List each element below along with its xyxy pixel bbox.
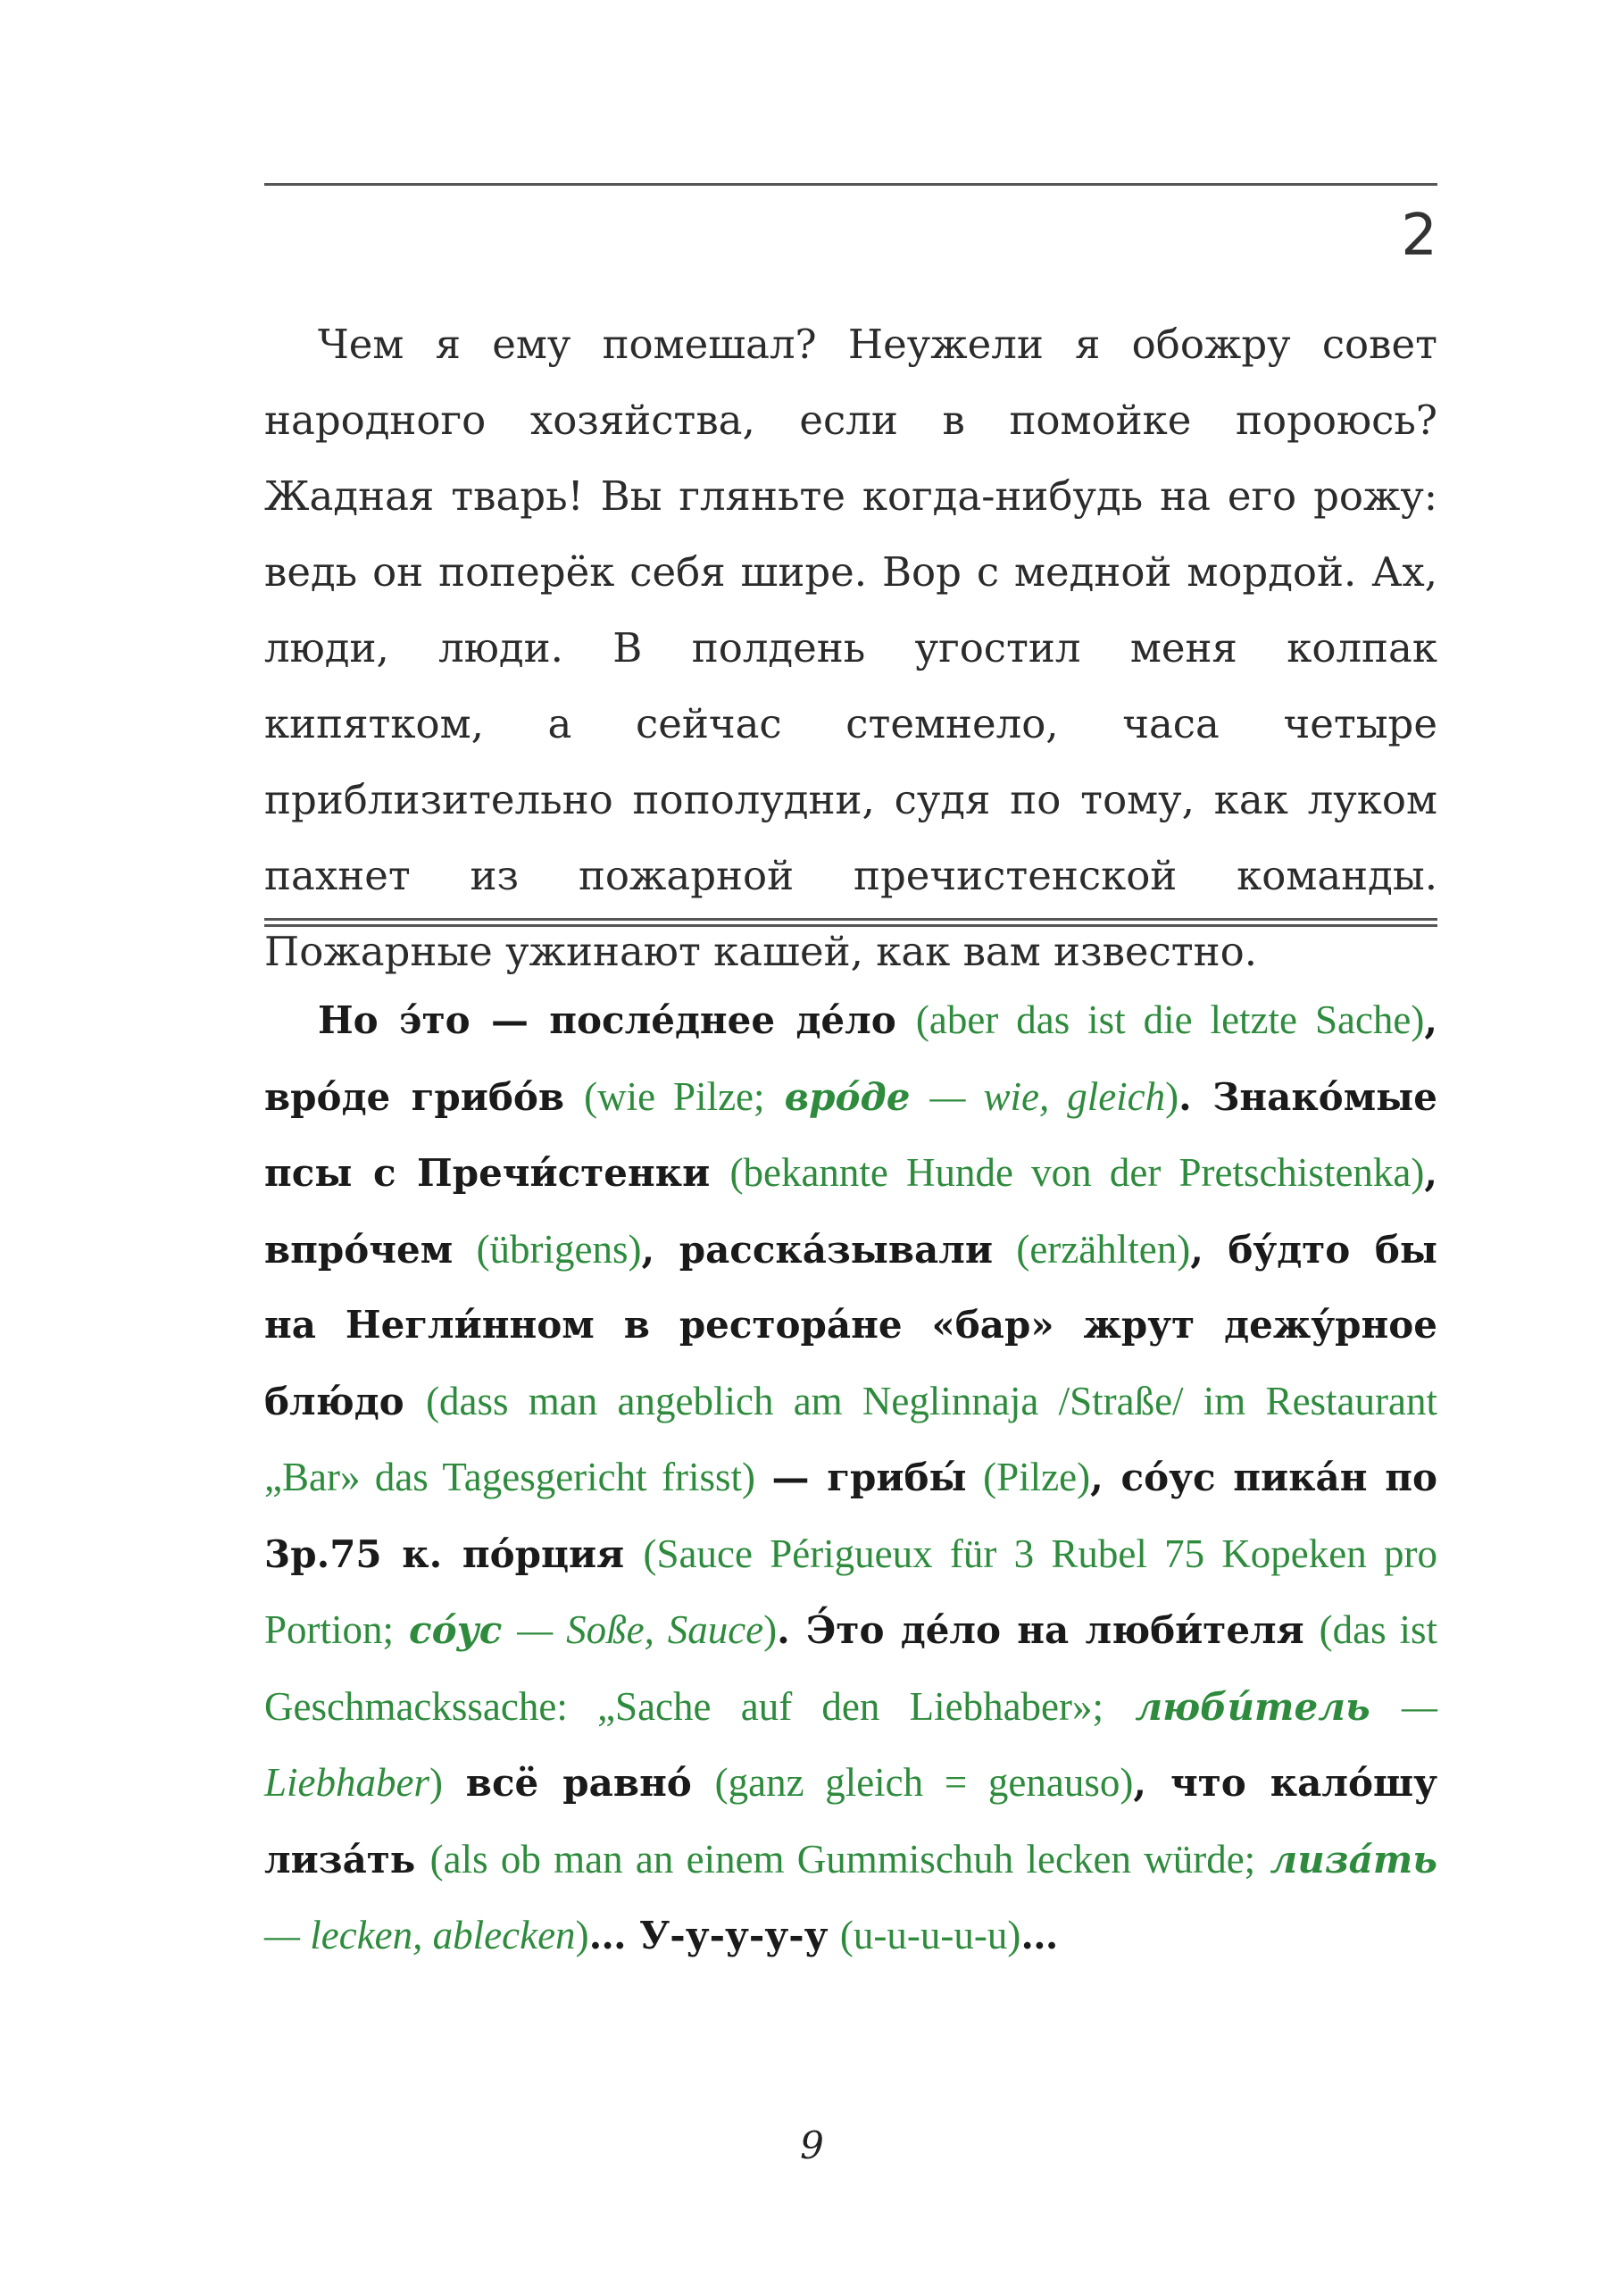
german-translation: (wie Pilze; [584,1073,765,1119]
german-translation: ) [763,1607,778,1652]
german-translation: (u-u-u-u-u) [839,1913,1021,1957]
gloss-definition: — lecken, ablecken [264,1913,576,1957]
german-translation: (Sauce Périgueux für 3 Rubel 75 Kopeken pro Portion; [264,1531,1437,1652]
russian-phrase: . Э́то де́ло на люби́теля [777,1608,1304,1652]
original-paragraph: Чем я ему помешал? Неужели я обожру совет народного хозяйства, если в помойке пороюсь? Жадная тварь! Вы гляньте когда-нибудь на его рожу: ведь он поперёк себя шире. Вор с медной мордой. Ах, люди, люди. В полдень угостил меня колпак кипятком, а сейчас стемнело, часа четыре приблизительно пополудни, судя по тому, как луком пахнет из пожарной пречистенской команды. Пожарные ужинают кашей, как вам известно. [264,321,1437,975]
german-translation: (bekannte Hunde von der Pretschistenka) [729,1150,1425,1195]
gloss-definition: — Soße, Sauce [517,1607,764,1652]
russian-phrase: Но э́то — после́днее де́ло [318,998,896,1042]
german-translation: ) [575,1913,589,1957]
chapter-number: 2 [1401,203,1437,269]
german-translation: (Pilze) [983,1455,1091,1499]
german-translation: (aber das ist die letzte Sache) [915,997,1425,1042]
gloss-definition: — wie, gleich [929,1073,1166,1119]
gloss-term: со́ус [409,1608,503,1652]
german-translation: (dass man angeblich am Neglinnaja /Straße/ im Restaurant „Bar» das Tagesgericht frisst) [264,1378,1437,1499]
german-translation: ) [429,1760,443,1805]
german-translation: (als ob man an einem Gummischuh lecken würde; [429,1836,1256,1882]
russian-phrase: … У-у-у-у-у [588,1914,829,1957]
double-rule-divider [264,918,1437,927]
gloss-definition: — Liebhaber [264,1683,1438,1805]
russian-phrase: , вро́де грибо́в [264,998,1437,1119]
russian-phrase: , что кало́шу лиза́ть [264,1761,1438,1882]
russian-phrase: , расска́зывали [641,1227,994,1272]
russian-phrase: . Знако́мые псы с Пречи́стенки [264,1074,1437,1195]
original-text-block [264,306,1437,989]
russian-phrase: , бу́дто бы на Негли́нном в ресторáне «бар» жрут дежу́рное блю́до [264,1227,1437,1423]
russian-phrase: , впро́чем [264,1151,1437,1272]
page-number: 9 [800,2124,824,2167]
russian-phrase: всё равно́ [465,1761,692,1805]
russian-phrase: , со́ус пика́н по 3р.75 к. по́рция [264,1456,1437,1576]
annotated-paragraph [264,982,1437,1974]
german-translation: (ganz gleich = genauso) [714,1760,1134,1805]
german-translation: (erzählten) [1016,1226,1191,1272]
russian-phrase: … [1020,1914,1059,1957]
gloss-term: лиза́ть [1270,1837,1437,1882]
russian-phrase: — грибы́ [771,1456,967,1499]
gloss-term: вро́де [784,1074,911,1119]
top-rule [264,183,1437,186]
annotated-text-block [264,982,1437,1974]
german-translation: (das ist Geschmackssache: „Sache auf den Liebhaber»; [264,1607,1438,1729]
gloss-term: люби́тель [1135,1684,1370,1729]
german-translation: ) [1165,1073,1179,1119]
german-translation: (übrigens) [476,1226,642,1272]
